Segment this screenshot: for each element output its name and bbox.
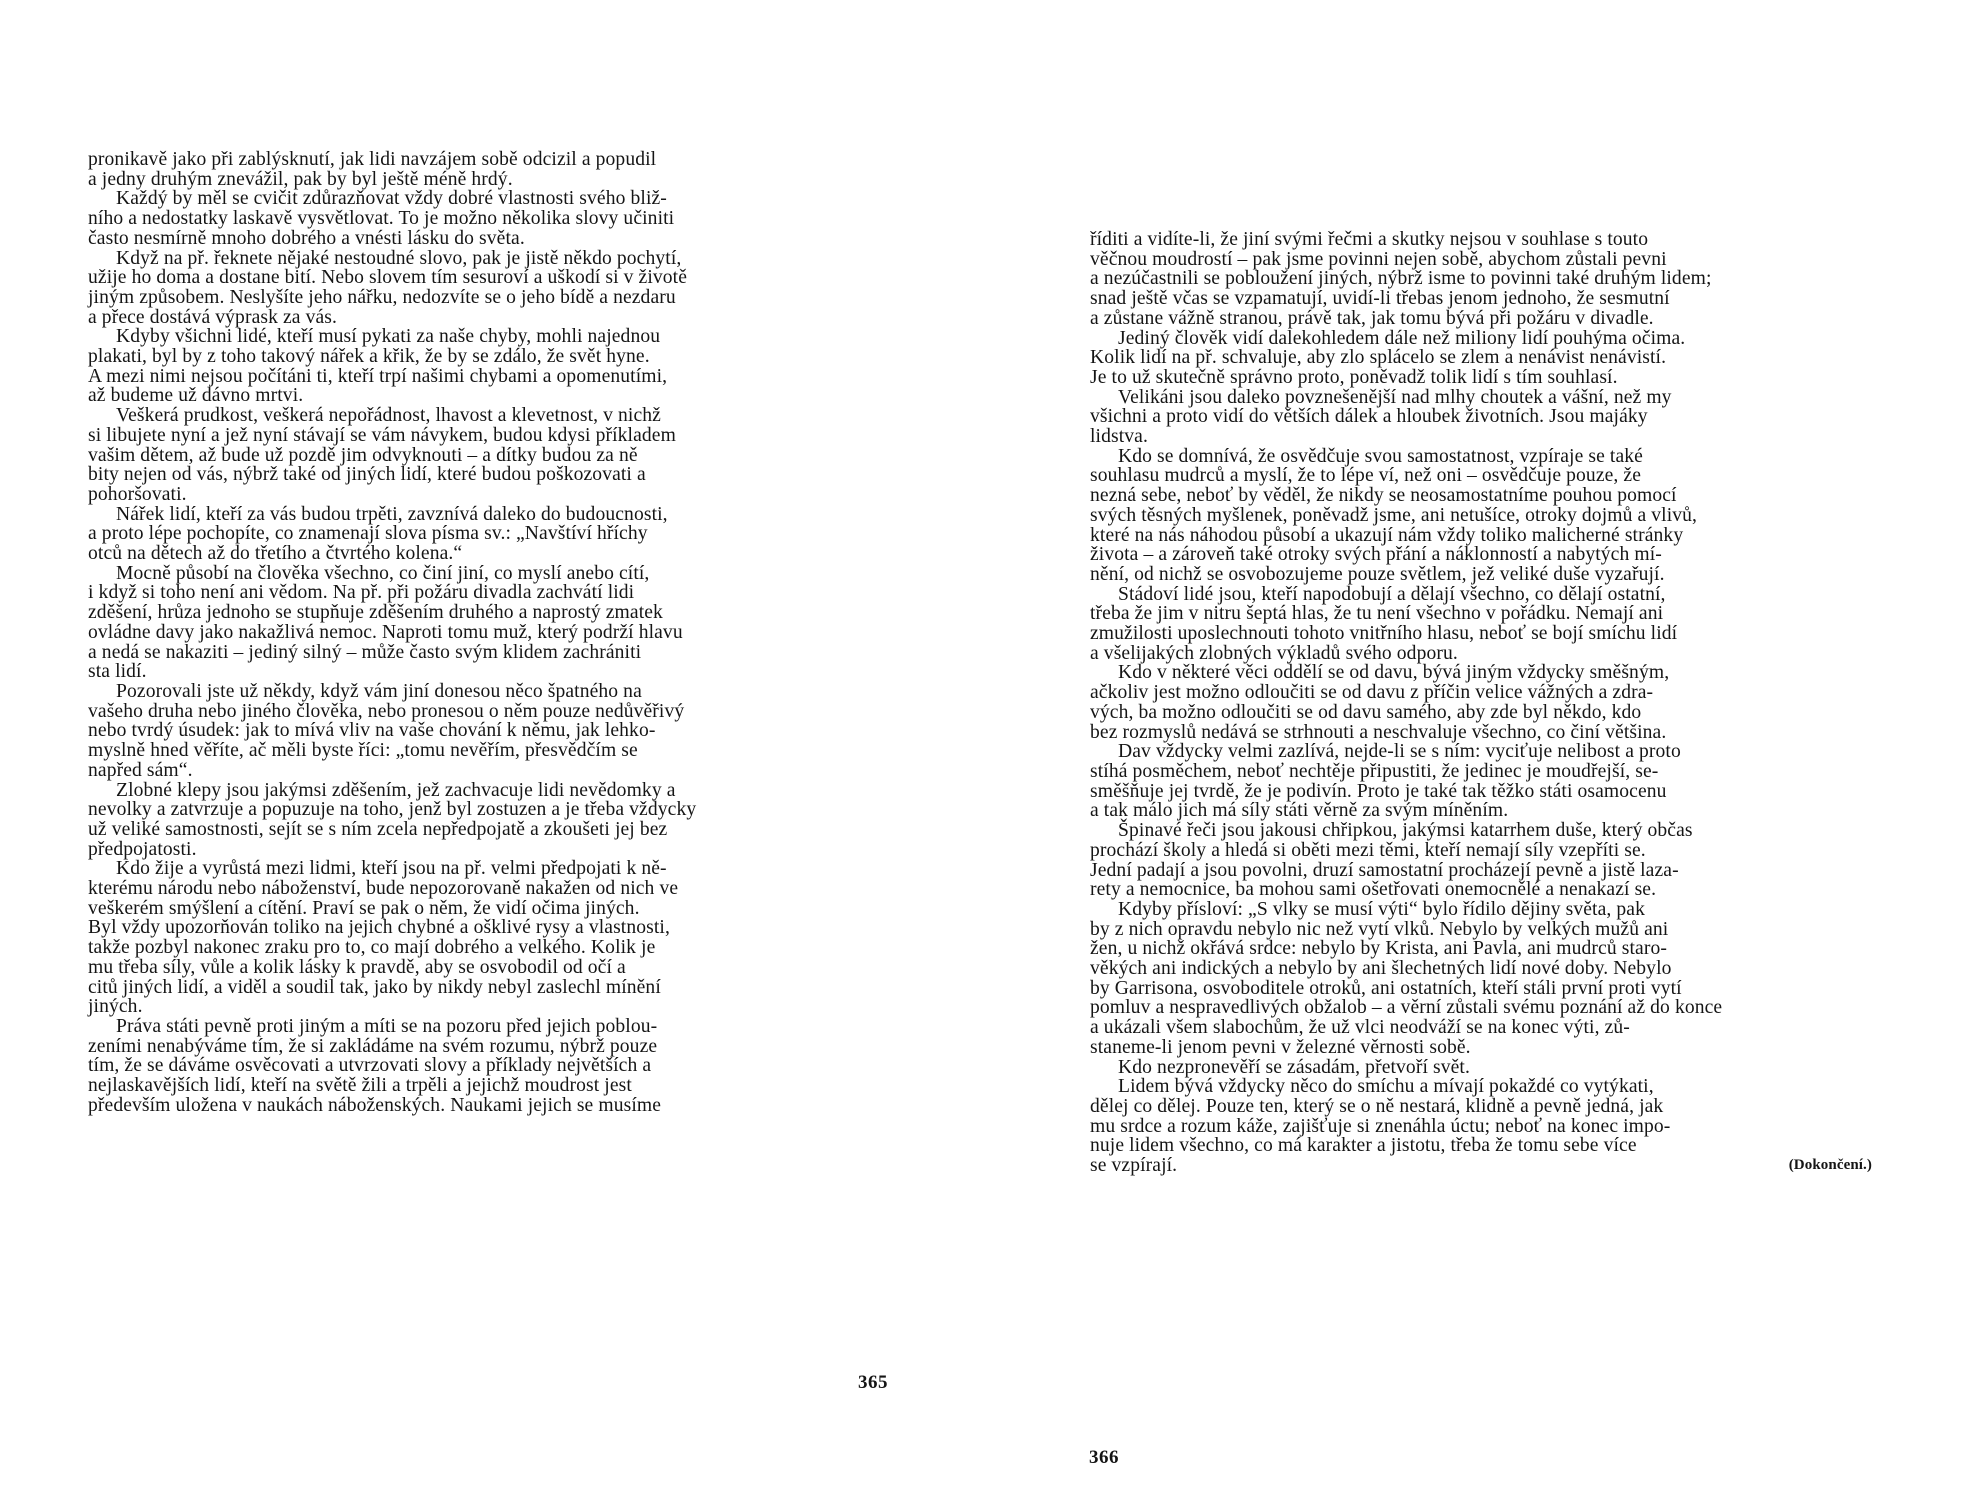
final-paragraph	[1090, 1077, 1872, 1176]
page-number-right: 366	[1089, 1447, 1119, 1468]
paragraph: Špinavé řeči jsou jakousi chřipkou, jakýmsi katarrhem duše, který občas prochází školy a hledá si oběti mezi těmi, kteří nemají síly vzepříti se. Jední padají a jsou povolni, druzí samostatní procházejí pevně a jistě laza- rety a nemocnice, ba mohou sami ošetřovati onemocnělé a nenakazí se.	[1090, 820, 1693, 901]
paragraph: říditi a vidíte-li, že jiní svými řečmi a skutky nejsou v souhlase s touto věčnou moudrostí – pak jsme povinni nejen sobě, abychom zůstali pevni a nezúčastnili se pobloužení jiných, nýbrž isme to povinni také druhým lidem; snad ještě včas se vzpamatují, uvidí-li třebas jenom jednoho, že sesmutní a zůstane vážně stranou, právě tak, jak tomu bývá při požáru v divadle.	[1090, 229, 1712, 329]
paragraph: Jediný člověk vidí dalekohledem dále než miliony lidí pouhýma očima. Kolik lidí na př. schvaluje, aby zlo splácelo se zlem a nenávist nenávistí. Je to už skutečně správno proto, poněvadž tolik lidí s tím souhlasí.	[1090, 327, 1686, 388]
paragraph: Kdyby přísloví: „S vlky se musí výti“ bylo řídilo dějiny světa, pak by z nich opravdu nebylo nic než vytí vlků. Nebylo by velkých mužů ani žen, u nichž okřává srdce: nebylo by Krista, ani Pavla, ani mudrců staro- věkých ani indických a nebylo by ani šlechetných lidí nové doby. Nebylo by Garrisona, osvoboditele otroků, ani ostatních, kteří stáli první proti vytí pomluv a nespravedlivých obžalob – a věrní zůstali svému poznání až do konce a ukázali všem slabochům, že už vlci neodváží se na konec výti, zů- staneme-li jenom pevni v železné věrnosti sobě.	[1090, 898, 1723, 1058]
paragraph: Lidem bývá vždycky něco do smíchu a mívají pokaždé co vytýkati, dělej co dělej. Pouze ten, který se o ně nestará, klidně a pevně jedná, jak mu srdce a rozum káže, zajišťuje si znenáhla úctu; neboť na konec impo- nuje lidem všechno, co má karakter a jistotu, třeba že tomu sebe více se vzpírají.	[1090, 1076, 1671, 1177]
left-page-text	[88, 150, 899, 1115]
paragraph: Každý by měl se cvičit zdůrazňovat vždy dobré vlastnosti svého bliž- ního a nedostatky laskavě vysvětlovat. To je možno několika slovy učiniti často nesmírně mnoho dobrého a vnésti lásku do světa.	[88, 188, 675, 249]
closing-note: (Dokončení.)	[1788, 1157, 1872, 1174]
page-number-left: 365	[858, 1372, 888, 1393]
paragraph: Kdo žije a vyrůstá mezi lidmi, kteří jsou na př. velmi předpojati k ně- kterému národu nebo náboženství, bude nepozorovaně nakažen od nich ve veškerém smýšlení a cítění. Praví se pak o něm, že vidí očima jiných. Byl vždy upozorňován toliko na jejich chybné a ošklivé rysy a vlastnosti, takže pozbyl nakonec zraku pro to, co mají dobrého a velkého. Kolik je mu třeba síly, vůle a kolik lásky k pravdě, aby se osvobodil od očí a citů jiných lidí, a viděl a soudil tak, jako by nikdy nebyl zaslechl mínění jiných.	[88, 858, 679, 1018]
paragraph: Kdo nezpronevěří se zásadám, přetvoří svět.	[1118, 1056, 1470, 1078]
paragraph: Dav vždycky velmi zazlívá, nejde-li se s ním: vyciťuje nelibost a proto stíhá posměchem, neboť nechtěje připustiti, že jedinec je moudřejší, se- směšňuje jej tvrdě, že je podivín. Proto je také tak těžko státi osamocenu a tak málo jich má síly státi věrně za svým míněním.	[1090, 741, 1681, 822]
paragraph: Velikáni jsou daleko povznešenější nad mlhy choutek a vášní, než my všichni a proto vidí do větších dálek a hloubek životních. Jsou majáky lidstva.	[1090, 386, 1672, 448]
paragraph: Kdo se domnívá, že osvědčuje svou samostatnost, vzpíraje se také souhlasu mudrců a myslí, že to lépe ví, než oni – osvědčuje pouze, že nezná sebe, neboť by věděl, že nikdy se neosamostatníme pouhou pomocí svých těsných myšlenek, poněvadž jsme, ani netušíce, otroky dojmů a vlivů, které na nás náhodou působí a ukazují nám vždy toliko malicherné stránky života – a zároveň také otroky svých přání a náklonností a nabytých mí- nění, od nichž se osvobozujeme pouze světlem, jež veliké duše vyzařují.	[1090, 445, 1698, 585]
paragraph: Stádoví lidé jsou, kteří napodobují a dělají všechno, co dělají ostatní, třeba že jim v nitru šeptá hlas, že tu není všechno v pořádku. Nemají ani zmužilosti uposlechnouti tohoto vnitřního hlasu, neboť se bojí smíchu lidí a všelijakých zlobných výkladů svého odporu.	[1090, 583, 1678, 664]
right-page-text	[1090, 230, 1872, 1176]
paragraph: Veškerá prudkost, veškerá nepořádnost, lhavost a klevetnost, v nichž si libujete nyní a jež nyní stávají se vám návykem, budou kdysi příkladem vašim dětem, až bude už pozdě jim odvyknouti – a dítky budou za ně bity nejen od vás, nýbrž také od jiných lidí, které budou poškozovati a pohoršovati.	[88, 405, 676, 505]
paragraph: Zlobné klepy jsou jakýmsi zděšením, jež zachvacuje lidi nevědomky a nevolky a zatvrzuje a popuzuje na toho, jenž byl zostuzen a je třeba vždycky už veliké samostnosti, sejít se s ním zcela nepředpojatě a zkoušeti jej bez předpojatosti.	[88, 779, 697, 860]
paragraph: Mocně působí na člověka všechno, co činí jiní, co myslí anebo cítí, i když si toho není ani vědom. Na př. při požáru divadla zachvátí lidi zděšení, hrůza jednoho se stupňuje zděšením druhého a naprostý zmatek ovládne davy jako nakažlivá nemoc. Naproti tomu muž, který podrží hlavu a nedá se nakaziti – jediný silný – může často svým klidem zachrániti sta lidí.	[88, 562, 683, 683]
right-page	[993, 0, 1986, 1501]
paragraph: pronikavě jako při zablýsknutí, jak lidi navzájem sobě odcizil a popudil a jedny druhým znevážil, pak by byl ještě méně hrdý.	[88, 149, 657, 190]
paragraph: Kdyby všichni lidé, kteří musí pykati za naše chyby, mohli najednou plakati, byl by z toho takový nářek a křik, že by se zdálo, že svět hyne. A mezi nimi nejsou počítáni ti, kteří trpí našimi chybami a opomenutími, až budeme už dávno mrtvi.	[88, 326, 668, 407]
paragraph: Pozorovali jste už někdy, když vám jiní donesou něco špatného na vašeho druha nebo jiného člověka, nebo pronesou o něm pouze nedůvěřivý nebo tvrdý úsudek: jak to mívá vliv na vaše chování k němu, jak lehko- myslně hned věříte, ač měli byste říci: „tomu nevěřím, přesvědčím se napřed sám“.	[88, 680, 685, 781]
paragraph: Když na př. řeknete nějaké nestoudné slovo, pak je jistě někdo pochytí, užije ho doma a dostane bití. Nebo slovem tím sesuroví a uškodí si v životě jiným způsobem. Neslyšíte jeho nářku, nedozvíte se o jeho bídě a nezdaru a přece dostává výprask za vás.	[88, 247, 688, 328]
paragraph: Nářek lidí, kteří za vás budou trpěti, zavznívá daleko do budoucnosti, a proto lépe pochopíte, co znamenají slova písma sv.: „Navštíví hříchy otců na dětech až do třetího a čtvrtého kolena.“	[88, 503, 668, 565]
paragraph: Kdo v některé věci oddělí se od davu, bývá jiným vždycky směšným, ačkoliv jest možno odloučiti se od davu z příčin velice vážných a zdra- vých, ba možno odloučiti se od davu samého, aby zde byl někdo, kdo bez rozmyslů nedává se strhnouti a neschvaluje všechno, co činí většina.	[1090, 662, 1670, 743]
paragraph: Práva státi pevně proti jiným a míti se na pozoru před jejich poblou- zeními nenabýváme tím, že si zakládáme na svém rozumu, nýbrž pouze tím, že se dáváme osvěcovati a utvrzovati slovy a příklady největších a nejlaskavějších lidí, kteří na světě žili a trpěli a jejichž moudrost jest především uložena v naukách náboženských. Naukami jejich se musíme	[88, 1015, 662, 1116]
